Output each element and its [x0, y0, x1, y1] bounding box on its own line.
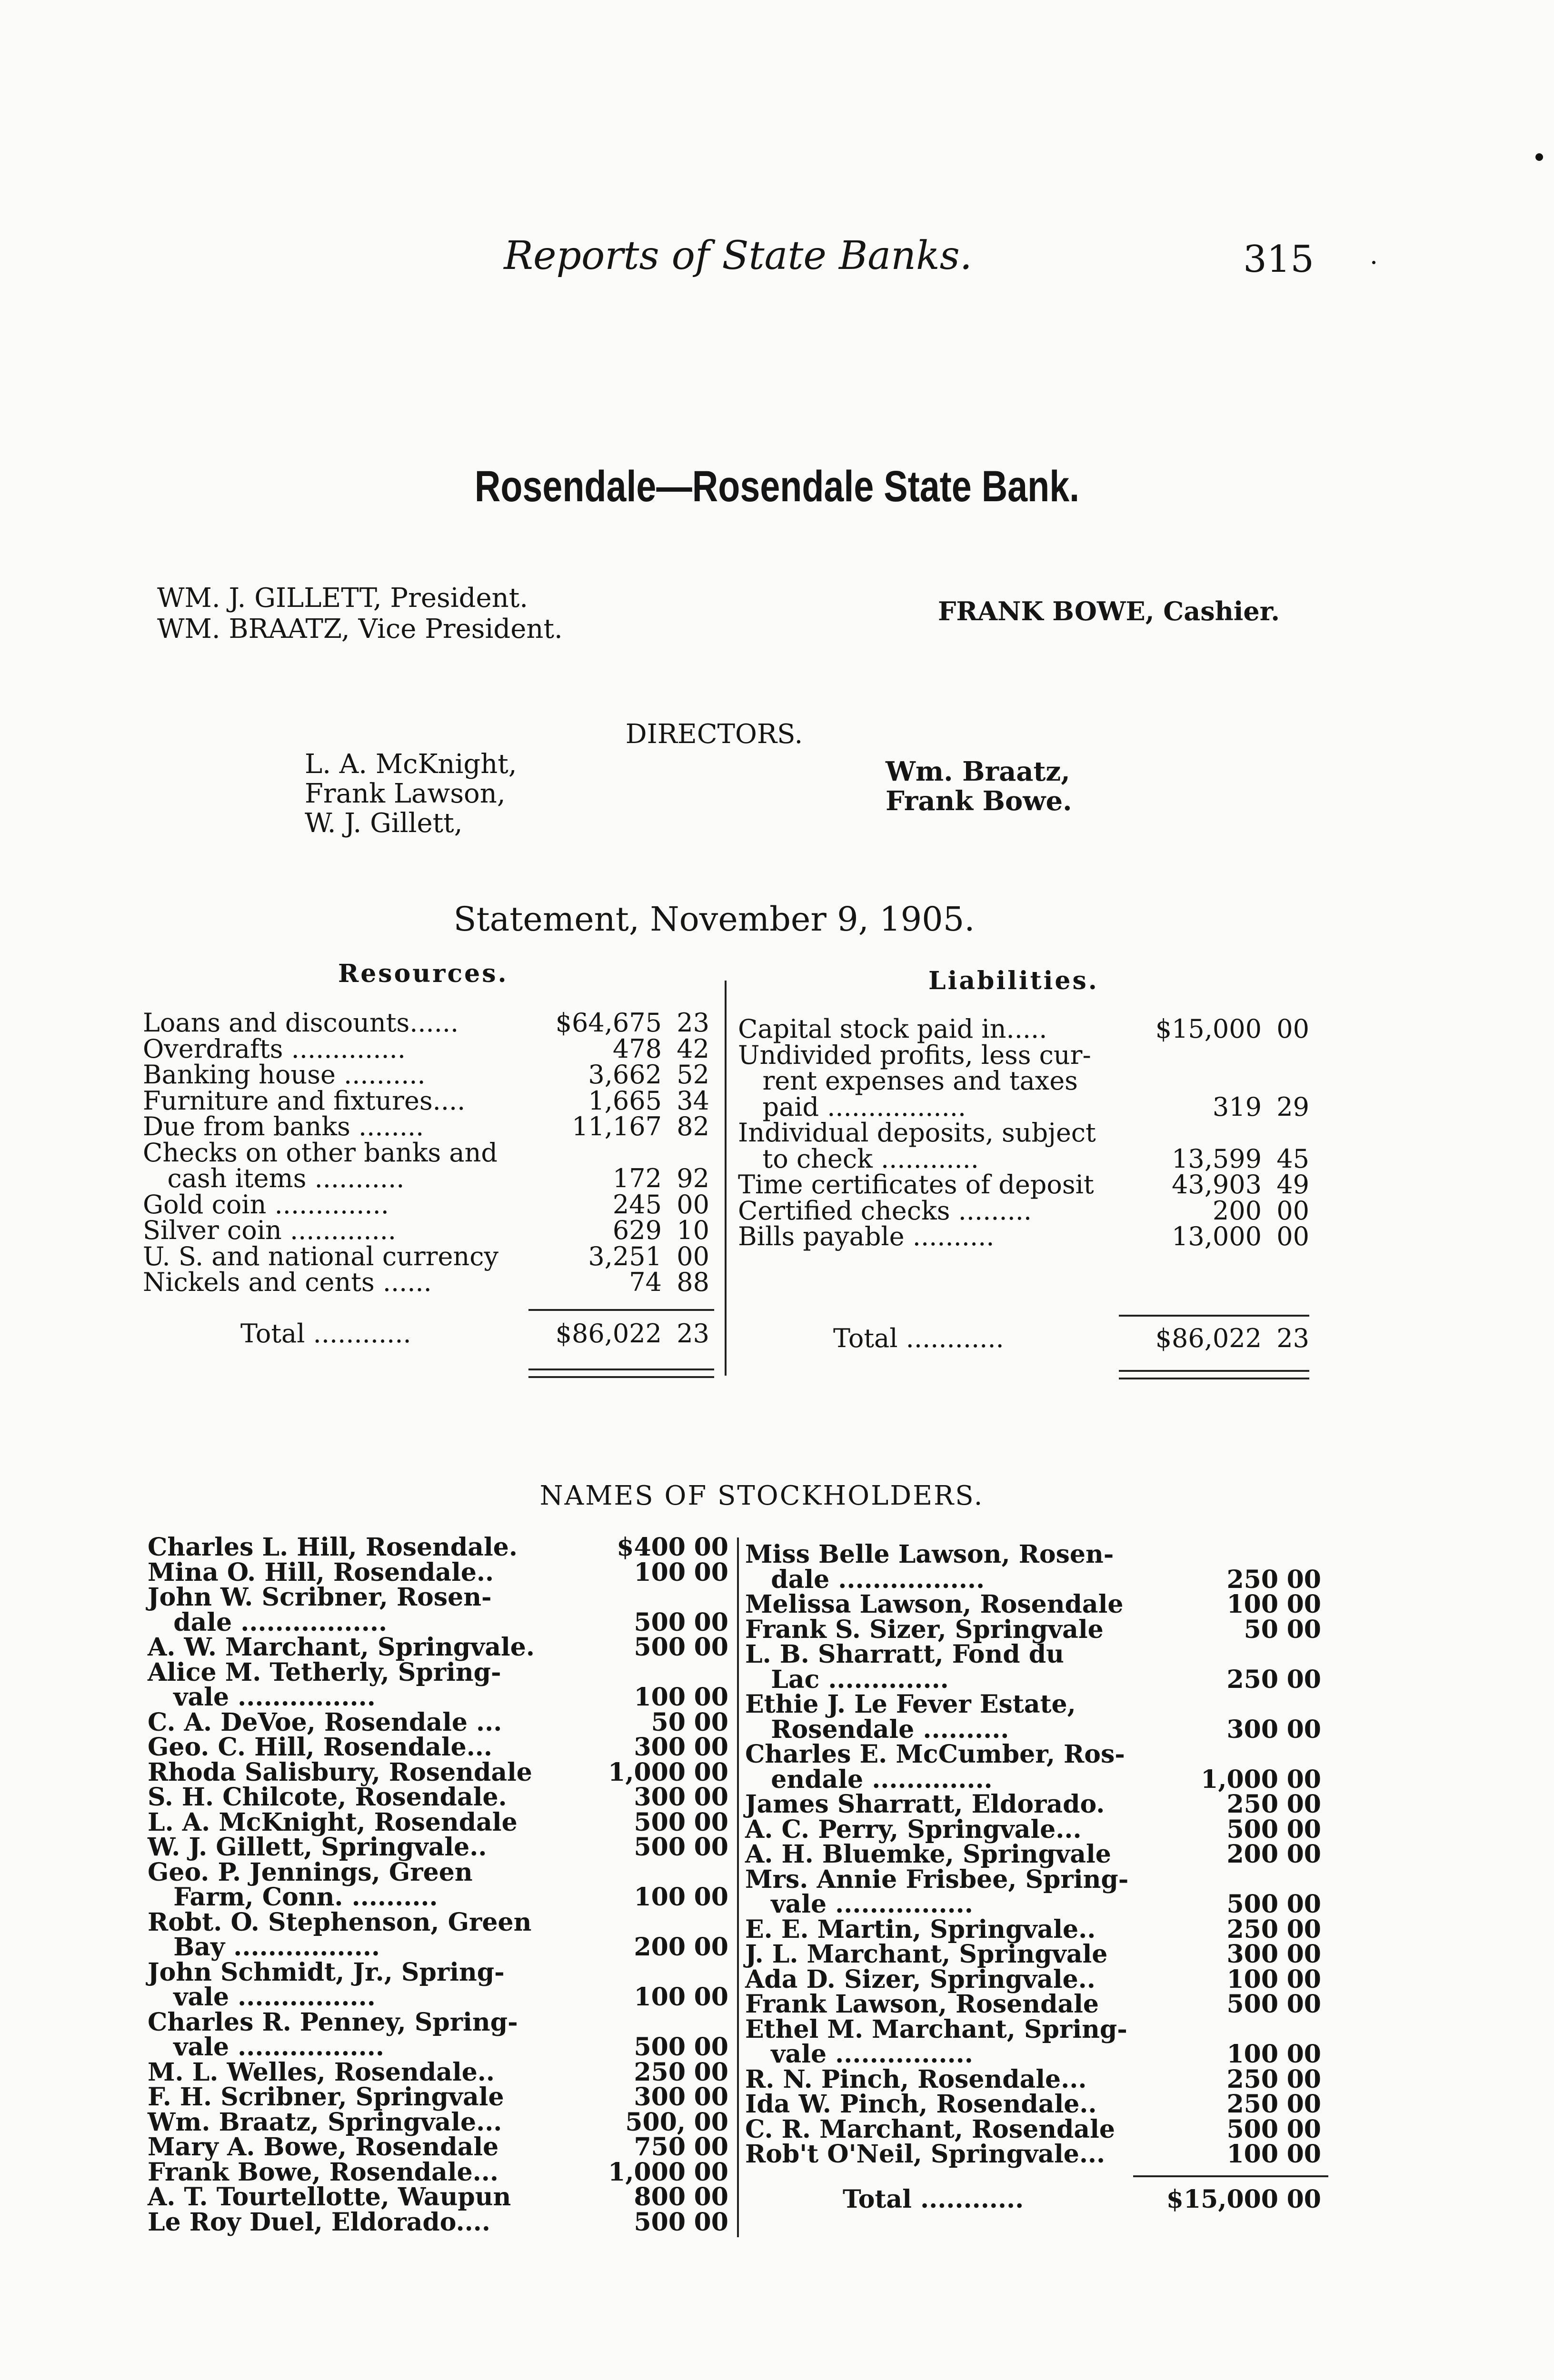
- liability-row: [738, 1172, 1309, 1198]
- resource-row-dollars: 478: [612, 1033, 662, 1064]
- stockholder-row-cents: 00: [694, 1883, 728, 1912]
- resource-row-label: Overdrafts ..............: [143, 1033, 406, 1064]
- resource-row: [143, 1163, 709, 1193]
- stockholder-row: [745, 1642, 1321, 1667]
- stockholder-row-dollars: 500: [634, 2033, 686, 2062]
- resource-row-cents: 00: [677, 1241, 709, 1271]
- stockholder-row: [148, 1907, 728, 1937]
- stockholder-row-dollars: 500: [1226, 1815, 1278, 1844]
- liability-row-cents: 49: [1276, 1170, 1309, 1200]
- stockholder-row-label: Mary A. Bowe, Rosendale: [148, 2132, 499, 2162]
- bank-title: Rosendale—Rosendale State Bank.: [474, 462, 1080, 511]
- stockholder-row-label: F. H. Scribner, Springvale: [148, 2082, 504, 2112]
- resource-row-cents: 92: [677, 1163, 709, 1193]
- stockholder-row-cents: 00: [694, 2207, 728, 2237]
- liability-row-label: Capital stock paid in.....: [738, 1014, 1047, 1044]
- stockholder-row-label: Geo. C. Hill, Rosendale...: [148, 1733, 493, 1762]
- stockholder-row-dollars: 100: [1226, 1590, 1278, 1619]
- stockholder-row-label: Charles E. McCumber, Ros-: [745, 1740, 1125, 1769]
- stockholder-row: [745, 1667, 1321, 1693]
- resource-row-label: Checks on other banks and: [143, 1137, 498, 1168]
- resource-row: [143, 1215, 709, 1245]
- directors-left-list: [305, 750, 517, 838]
- statement-column-divider: [725, 981, 727, 1376]
- resource-row-cents: 82: [677, 1111, 709, 1141]
- stockholder-row: [148, 2057, 728, 2087]
- stockholder-row-cents: 00: [1286, 1665, 1321, 1694]
- resource-row-label: Silver coin .............: [143, 1215, 397, 1245]
- stockholder-row-cents: 00: [694, 1707, 728, 1737]
- stockholder-row-cents: 00: [1286, 1790, 1321, 1819]
- liability-row-cents: 00: [1276, 1221, 1309, 1251]
- stockholder-row-label: Rob't O'Neil, Springvale...: [745, 2140, 1106, 2169]
- stockholder-row-label: E. E. Martin, Springvale..: [745, 1914, 1096, 1944]
- stockholder-row-label: Rhoda Salisbury, Rosendale: [148, 1757, 532, 1787]
- stockholder-row-dollars: 100: [634, 1557, 686, 1587]
- liability-row-dollars: 13,000: [1172, 1221, 1262, 1251]
- liability-row-dollars: 200: [1212, 1195, 1262, 1226]
- stockholder-row: [745, 1864, 1321, 1894]
- stockholder-row: [745, 2064, 1321, 2094]
- stockholder-row-label: Geo. P. Jennings, Green: [148, 1857, 473, 1887]
- stockholder-row-label: Wm. Braatz, Springvale...: [148, 2107, 502, 2137]
- liabilities-total-double-rule: [1119, 1370, 1309, 1379]
- liabilities-total-row-cents: 23: [1276, 1323, 1309, 1353]
- stockholder-row: [148, 1685, 728, 1710]
- stockholder-row-label: vale ................: [148, 1683, 376, 1712]
- director-name: Frank Lawson,: [305, 778, 506, 809]
- stockholders-column-divider: [737, 1537, 739, 2237]
- stockholder-row: [745, 2092, 1321, 2117]
- officer-vice-president: WM. BRAATZ, Vice President.: [157, 614, 563, 645]
- stockholder-row-label: Mrs. Annie Frisbee, Spring-: [745, 1864, 1129, 1894]
- stockholder-row-dollars: 500: [634, 1633, 686, 1662]
- director-name: Wm. Braatz,: [886, 756, 1070, 787]
- resource-row-cents: 88: [677, 1267, 709, 1297]
- liability-row-label: paid .................: [738, 1091, 966, 1122]
- stockholder-row: [745, 1567, 1321, 1593]
- resource-row-label: Banking house ..........: [143, 1060, 426, 1090]
- liability-row-cents: 00: [1276, 1014, 1309, 1044]
- stockholder-row: [148, 1985, 728, 2010]
- stockholder-row-label: C. R. Marchant, Rosendale: [745, 2114, 1115, 2144]
- liability-row-label: Time certificates of deposit: [738, 1170, 1094, 1200]
- stockholder-row: [148, 1735, 728, 1760]
- stockholder-row: [745, 2114, 1321, 2144]
- stockholder-row: [148, 1785, 728, 1810]
- stockholders-sum-rule: [1133, 2175, 1328, 2177]
- resources-total-row-label: Total ............: [240, 1319, 411, 1349]
- stockholder-row-dollars: 100: [634, 1983, 686, 2012]
- stockholder-row-dollars: 250: [1226, 1565, 1278, 1594]
- resources-heading: Resources.: [338, 959, 508, 988]
- stockholder-row-cents: 00: [1286, 1815, 1321, 1844]
- liabilities-heading: Liabilities.: [928, 966, 1099, 995]
- stockholder-row-cents: 00: [1286, 1914, 1321, 1944]
- stockholder-row-label: S. H. Chilcote, Rosendale.: [148, 1783, 507, 1812]
- resource-row-cents: 52: [677, 1060, 709, 1090]
- stockholder-row-label: Charles R. Penney, Spring-: [148, 2007, 518, 2037]
- stockholder-row-dollars: 250: [1226, 1790, 1278, 1819]
- resources-sum-rule: [528, 1309, 714, 1311]
- stockholder-row-label: A. C. Perry, Springvale...: [745, 1815, 1082, 1844]
- liability-row: [738, 1016, 1309, 1042]
- stockholder-row-label: dale .................: [745, 1565, 985, 1594]
- resources-total-row-dollars: $86,022: [555, 1319, 662, 1349]
- stockholder-row-cents: 00: [1286, 1615, 1321, 1644]
- stockholders-total-row-cents: 00: [1286, 2185, 1321, 2214]
- stockholder-row-dollars: 250: [1226, 1665, 1278, 1694]
- stockholder-row-dollars: 500: [634, 2207, 686, 2237]
- resource-row-dollars: 3,251: [588, 1241, 662, 1271]
- stockholder-row-cents: 00: [1286, 1765, 1321, 1794]
- resource-row-dollars: 1,665: [588, 1085, 662, 1116]
- stockholders-total-row: [745, 2187, 1321, 2216]
- liabilities-total-row: [738, 1323, 1309, 1354]
- resource-row: [143, 1137, 709, 1168]
- stockholder-row-dollars: 500: [634, 1807, 686, 1837]
- resource-row-label: U. S. and national currency: [143, 1241, 498, 1271]
- resource-row-cents: 42: [677, 1033, 709, 1064]
- stockholder-row-cents: 00: [694, 1533, 728, 1562]
- stockholder-row-cents: 00: [694, 1683, 728, 1712]
- stockholder-row-dollars: 200: [634, 1933, 686, 1962]
- stockholder-row: [148, 2107, 728, 2137]
- liabilities-total-row-label: Total ............: [833, 1323, 1004, 1353]
- stockholder-row-cents: 00: [694, 1633, 728, 1662]
- stockholder-row-cents: 00: [1286, 1590, 1321, 1619]
- page-number: 315: [1243, 238, 1314, 281]
- stockholder-row-dollars: 300: [1226, 1940, 1278, 1969]
- stockholder-row: [745, 1542, 1321, 1567]
- stockholder-row-cents: 00: [694, 1557, 728, 1587]
- stockholder-row-label: J. L. Marchant, Springvale: [745, 1940, 1108, 1969]
- liability-row: [738, 1143, 1309, 1174]
- stockholder-row: [745, 2014, 1321, 2044]
- stockholder-row-label: Frank S. Sizer, Springvale: [745, 1615, 1104, 1644]
- stockholder-row-cents: 00: [694, 2057, 728, 2087]
- stockholder-row: [148, 1557, 728, 1587]
- resource-row-dollars: 3,662: [588, 1060, 662, 1090]
- stockholder-row-label: Lac ..............: [745, 1665, 949, 1694]
- resource-row-dollars: 11,167: [572, 1111, 662, 1141]
- stockholder-row: [148, 1707, 728, 1737]
- liability-row: [738, 1068, 1309, 1094]
- stockholder-row-dollars: 500,: [625, 2107, 686, 2137]
- stockholder-row: [148, 1535, 728, 1560]
- stockholder-row: [148, 1635, 728, 1660]
- stockholder-row-label: Alice M. Tetherly, Spring-: [148, 1657, 501, 1687]
- stockholder-row-cents: 00: [1286, 1990, 1321, 2019]
- resource-row-cents: 10: [677, 1215, 709, 1245]
- stockholder-row-cents: 00: [694, 2033, 728, 2062]
- statement-title: Statement, November 9, 1905.: [453, 900, 975, 939]
- stockholder-row: [745, 1842, 1321, 1867]
- stockholder-row: [745, 1592, 1321, 1617]
- stockholder-row-cents: 00: [1286, 2040, 1321, 2069]
- stockholder-row-dollars: 800: [634, 2182, 686, 2211]
- resource-row-label: Nickels and cents ......: [143, 1267, 432, 1297]
- stockholder-row: [148, 1857, 728, 1887]
- liability-row-label: Undivided profits, less cur-: [738, 1040, 1091, 1070]
- stockholder-row-dollars: 300: [1226, 1715, 1278, 1744]
- liability-row-label: to check ............: [738, 1143, 979, 1174]
- stockholder-row: [148, 2035, 728, 2060]
- resource-row-cents: 34: [677, 1085, 709, 1116]
- stockholder-row-label: Le Roy Duel, Eldorado....: [148, 2207, 490, 2237]
- liability-row-dollars: 43,903: [1172, 1170, 1262, 1200]
- stockholder-row: [148, 1807, 728, 1837]
- stockholder-row-dollars: 500: [1226, 1890, 1278, 1919]
- stockholder-row-label: Frank Bowe, Rosendale...: [148, 2157, 498, 2187]
- liability-row-cents: 29: [1276, 1091, 1309, 1122]
- resource-row: [143, 1269, 709, 1296]
- print-mark: [1535, 153, 1543, 161]
- officer-president: WM. J. GILLETT, President.: [157, 583, 528, 614]
- stockholders-total-row-label: Total ............: [843, 2185, 1024, 2214]
- stockholder-row: [745, 1617, 1321, 1643]
- director-name: Frank Bowe.: [886, 785, 1072, 817]
- stockholder-row-label: vale ................: [745, 1890, 973, 1919]
- stockholder-row: [148, 2132, 728, 2162]
- stockholder-row-label: Charles L. Hill, Rosendale.: [148, 1533, 518, 1562]
- stockholder-row-cents: 00: [1286, 1715, 1321, 1744]
- stockholder-row-cents: 00: [694, 2132, 728, 2162]
- directors-right-list: [886, 757, 1072, 816]
- stockholder-row: [148, 2157, 728, 2187]
- liability-row: [738, 1091, 1309, 1122]
- stockholders-total-row-dollars: $15,000: [1166, 2185, 1278, 2214]
- directors-heading: DIRECTORS.: [625, 719, 803, 750]
- director-name: L. A. McKnight,: [305, 749, 517, 780]
- liability-row: [738, 1221, 1309, 1251]
- stockholder-row-cents: 00: [694, 2082, 728, 2112]
- resources-total-double-rule: [528, 1368, 714, 1378]
- stockholder-row-cents: 00: [1286, 1940, 1321, 1969]
- stockholder-row-dollars: 250: [1226, 1914, 1278, 1944]
- stockholder-row-dollars: 300: [634, 1733, 686, 1762]
- stockholder-row-label: vale ................: [745, 2040, 973, 2069]
- stockholder-row: [745, 1942, 1321, 1967]
- resource-row-label: Due from banks ........: [143, 1111, 424, 1141]
- resource-row-dollars: 629: [612, 1215, 662, 1245]
- stockholder-row-label: A. H. Bluemke, Springvale: [745, 1840, 1111, 1869]
- stockholder-row: [745, 1964, 1321, 1994]
- liability-row-cents: 00: [1276, 1195, 1309, 1226]
- stockholder-row-cents: 00: [694, 1757, 728, 1787]
- stockholder-row-label: Ada D. Sizer, Springvale..: [745, 1964, 1096, 1994]
- stockholder-row-dollars: 250: [1226, 2064, 1278, 2094]
- stockholder-row: [148, 2182, 728, 2211]
- resource-row: [143, 1062, 709, 1088]
- stockholder-row-cents: 00: [694, 2182, 728, 2211]
- stockholder-row-label: vale ................: [148, 1983, 376, 2012]
- stockholder-row-cents: 00: [1286, 1890, 1321, 1919]
- stockholder-row-cents: 00: [1286, 1565, 1321, 1594]
- stockholder-row: [148, 1835, 728, 1860]
- liability-row: [738, 1195, 1309, 1226]
- liability-row-label: Bills payable ..........: [738, 1221, 995, 1251]
- liability-row-dollars: 13,599: [1172, 1143, 1262, 1174]
- resource-row-dollars: 172: [612, 1163, 662, 1193]
- resource-row-dollars: 74: [629, 1267, 662, 1297]
- stockholder-row: [148, 1885, 728, 1910]
- stockholder-row-cents: 00: [1286, 2064, 1321, 2094]
- stockholder-row-label: Ida W. Pinch, Rosendale..: [745, 2090, 1097, 2119]
- stockholder-row: [745, 1692, 1321, 1717]
- print-mark: [1372, 261, 1375, 264]
- stockholder-row-dollars: 100: [634, 1883, 686, 1912]
- stockholder-row-label: Ethel M. Marchant, Spring-: [745, 2014, 1127, 2044]
- resource-row-cents: 00: [677, 1189, 709, 1220]
- stockholder-row-label: Frank Lawson, Rosendale: [745, 1990, 1099, 2019]
- stockholder-row: [148, 1657, 728, 1687]
- stockholder-row: [148, 1757, 728, 1787]
- stockholder-row-dollars: 500: [634, 1833, 686, 1862]
- liabilities-total-row-dollars: $86,022: [1155, 1323, 1262, 1353]
- stockholder-row: [148, 2207, 728, 2237]
- liability-row-dollars: $15,000: [1155, 1014, 1262, 1044]
- stockholder-row-label: John Schmidt, Jr., Spring-: [148, 1957, 505, 1987]
- stockholder-row: [745, 1992, 1321, 2017]
- stockholder-row-label: Rosendale ..........: [745, 1715, 1009, 1744]
- stockholder-row-cents: 00: [1286, 2090, 1321, 2119]
- resource-row: [143, 1241, 709, 1271]
- stockholder-row: [745, 1717, 1321, 1743]
- stockholder-row-label: vale .................: [148, 2033, 384, 2062]
- resources-total-row: [143, 1321, 709, 1349]
- liability-row-dollars: 319: [1212, 1091, 1262, 1122]
- stockholder-row-label: C. A. DeVoe, Rosendale ...: [148, 1707, 502, 1737]
- liability-row: [738, 1042, 1309, 1069]
- liability-row: [738, 1120, 1309, 1146]
- stockholder-row: [745, 2142, 1321, 2167]
- stockholders-heading: NAMES OF STOCKHOLDERS.: [539, 1480, 984, 1511]
- resource-row-cents: 23: [677, 1008, 709, 1038]
- resource-row: [143, 1189, 709, 1220]
- stockholder-row-label: James Sharratt, Eldorado.: [745, 1790, 1105, 1819]
- page-header-title: Reports of State Banks.: [504, 233, 972, 278]
- stockholder-row: [745, 1892, 1321, 1917]
- stockholder-row-label: R. N. Pinch, Rosendale...: [745, 2064, 1087, 2094]
- stockholder-row-cents: 00: [694, 1933, 728, 1962]
- resource-row-label: Loans and discounts......: [143, 1008, 459, 1038]
- stockholder-row-cents: 00: [694, 1833, 728, 1862]
- stockholder-row: [745, 1792, 1321, 1817]
- stockholder-row-dollars: 50: [1244, 1615, 1278, 1644]
- stockholder-row-dollars: 100: [634, 1683, 686, 1712]
- stockholder-row-dollars: 100: [1226, 2140, 1278, 2169]
- stockholder-row-dollars: 500: [634, 1607, 686, 1637]
- stockholder-row-dollars: 100: [1226, 2040, 1278, 2069]
- stockholder-row-label: L. A. McKnight, Rosendale: [148, 1807, 518, 1837]
- stockholder-row-dollars: 50: [651, 1707, 686, 1737]
- stockholder-row-dollars: 250: [1226, 2090, 1278, 2119]
- stockholder-row: [148, 1607, 728, 1637]
- stockholder-row-dollars: 500: [1226, 1990, 1278, 2019]
- resource-row: [143, 1010, 709, 1036]
- stockholder-row-label: Mina O. Hill, Rosendale..: [148, 1557, 494, 1587]
- stockholder-row: [148, 1935, 728, 1960]
- stockholder-row-dollars: 1,000: [608, 2157, 686, 2187]
- stockholder-row-dollars: 300: [634, 1783, 686, 1812]
- resource-row: [143, 1111, 709, 1141]
- stockholder-row-cents: 00: [1286, 2114, 1321, 2144]
- stockholder-row-label: Melissa Lawson, Rosendale: [745, 1590, 1124, 1619]
- stockholder-row-dollars: 250: [634, 2057, 686, 2087]
- stockholder-row: [745, 1767, 1321, 1793]
- liabilities-sum-rule: [1119, 1315, 1309, 1317]
- stockholder-row-label: W. J. Gillett, Springvale..: [148, 1833, 487, 1862]
- stockholder-row-cents: 00: [694, 1733, 728, 1762]
- stockholder-row-cents: 00: [1286, 2140, 1321, 2169]
- stockholder-row: [745, 1742, 1321, 1767]
- stockholder-row-label: A. W. Marchant, Springvale.: [148, 1633, 535, 1662]
- stockholder-row-label: endale ..............: [745, 1765, 993, 1794]
- stockholder-row-dollars: 500: [1226, 2114, 1278, 2144]
- stockholder-row-label: Ethie J. Le Fever Estate,: [745, 1690, 1076, 1719]
- stockholder-row-cents: 00: [694, 1783, 728, 1812]
- stockholder-row-label: Robt. O. Stephenson, Green: [148, 1907, 532, 1937]
- stockholder-row-dollars: 200: [1226, 1840, 1278, 1869]
- resource-row-label: Furniture and fixtures....: [143, 1085, 466, 1116]
- stockholder-row-label: M. L. Welles, Rosendale..: [148, 2057, 495, 2087]
- stockholder-row-cents: 00: [1286, 1964, 1321, 1994]
- resource-row-dollars: $64,675: [555, 1008, 662, 1038]
- stockholder-row: [745, 1817, 1321, 1843]
- stockholder-row-cents: 00: [694, 1807, 728, 1837]
- stockholder-row-label: A. T. Tourtellotte, Waupun: [148, 2182, 511, 2211]
- stockholder-row: [148, 1957, 728, 1987]
- stockholder-row: [148, 1585, 728, 1610]
- stockholder-row-label: Farm, Conn. ..........: [148, 1883, 438, 1912]
- liability-row-cents: 45: [1276, 1143, 1309, 1174]
- stockholder-row-label: Miss Belle Lawson, Rosen-: [745, 1540, 1114, 1569]
- resource-row: [143, 1033, 709, 1064]
- stockholder-row-label: John W. Scribner, Rosen-: [148, 1583, 492, 1612]
- stockholder-row-dollars: 1,000: [608, 1757, 686, 1787]
- stockholder-row-dollars: 750: [634, 2132, 686, 2162]
- liability-row-label: Individual deposits, subject: [738, 1118, 1096, 1148]
- resource-row: [143, 1085, 709, 1116]
- stockholder-row-label: L. B. Sharratt, Fond du: [745, 1640, 1064, 1669]
- stockholder-row-dollars: 300: [634, 2082, 686, 2112]
- resource-row-label: cash items ...........: [143, 1163, 405, 1193]
- stockholder-row-cents: 00: [694, 2157, 728, 2187]
- resource-row-label: Gold coin ..............: [143, 1189, 389, 1220]
- stockholder-row-dollars: 1,000: [1201, 1765, 1278, 1794]
- stockholder-row: [745, 1914, 1321, 1944]
- stockholder-row-cents: 00: [694, 2107, 728, 2137]
- resource-row-dollars: 245: [612, 1189, 662, 1220]
- stockholder-row-label: dale .................: [148, 1607, 388, 1637]
- resources-total-row-cents: 23: [677, 1319, 709, 1349]
- stockholder-row-cents: 00: [1286, 1840, 1321, 1869]
- stockholder-row: [148, 2082, 728, 2112]
- officer-cashier: FRANK BOWE, Cashier.: [938, 596, 1280, 626]
- liability-row-label: Certified checks .........: [738, 1195, 1032, 1226]
- stockholder-row-dollars: 100: [1226, 1964, 1278, 1994]
- stockholder-row-label: Bay .................: [148, 1933, 380, 1962]
- stockholder-row: [148, 2007, 728, 2037]
- stockholder-row-cents: 00: [694, 1607, 728, 1637]
- stockholder-row: [745, 2042, 1321, 2067]
- stockholder-row-cents: 00: [694, 1983, 728, 2012]
- director-name: W. J. Gillett,: [305, 808, 463, 839]
- stockholder-row-dollars: $400: [617, 1533, 686, 1562]
- liability-row-label: rent expenses and taxes: [738, 1066, 1078, 1096]
